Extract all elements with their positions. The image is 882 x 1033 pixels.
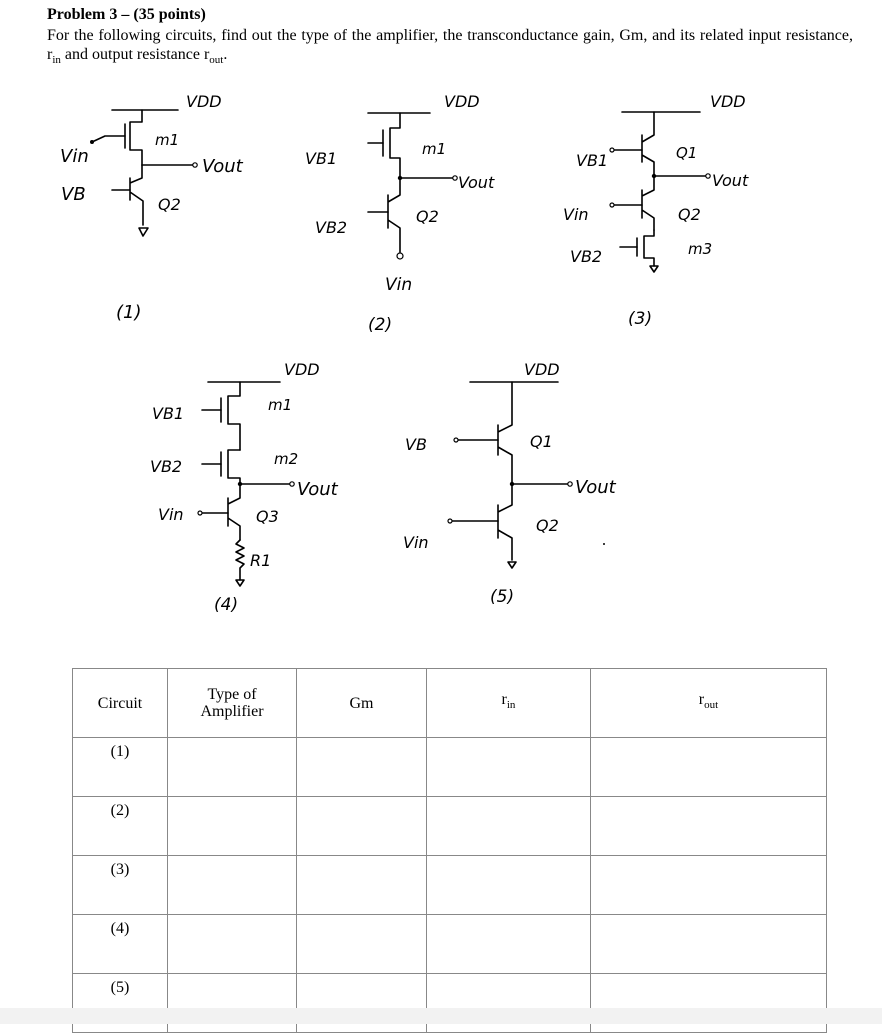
circuit-1: [60, 92, 244, 323]
c4-number: (4): [214, 595, 239, 615]
c3-m-label: m3: [688, 240, 713, 258]
rin-cell[interactable]: [427, 856, 591, 915]
row-label: (5): [73, 974, 168, 1033]
problem-title: Problem 3 – (35 points): [47, 6, 206, 23]
c1-vin-label: Vin: [60, 146, 89, 167]
type-cell[interactable]: [168, 915, 297, 974]
c3-q1-label: Q1: [676, 144, 698, 162]
c4-m1-label: m1: [268, 396, 293, 414]
table-row: [73, 738, 827, 797]
c1-vdd-label: VDD: [186, 92, 222, 111]
c4-vb2-label: VB2: [150, 457, 183, 476]
header-rin: $r_{in}$: [427, 669, 591, 738]
c1-q-label: Q2: [158, 195, 181, 214]
circuit-2: [305, 92, 495, 335]
answer-table: [72, 668, 827, 1033]
c5-vdd-label: VDD: [524, 360, 560, 379]
c5-q1-label: Q1: [530, 432, 553, 451]
c3-number: (3): [628, 309, 653, 329]
gm-cell[interactable]: [297, 738, 427, 797]
header-gm: Gm: [297, 669, 427, 738]
type-cell[interactable]: [168, 856, 297, 915]
gm-cell[interactable]: [297, 856, 427, 915]
c4-r-label: R1: [250, 551, 272, 570]
c1-m-label: m1: [155, 131, 180, 149]
type-cell[interactable]: [168, 738, 297, 797]
circuit-4: [150, 360, 339, 615]
rin-cell[interactable]: [427, 915, 591, 974]
circuit-5: [403, 360, 617, 607]
row-label: (1): [73, 738, 168, 797]
gm-cell[interactable]: [297, 915, 427, 974]
c1-vb-label: VB: [61, 184, 86, 205]
problem-description: For the following circuits, find out the type of the amplifier, the transconductance gain, Gm, and its related input resistance, $r_{in}$ and output resistance $r_{out}$.: [47, 27, 853, 67]
c4-m2-label: m2: [274, 450, 299, 468]
rout-cell[interactable]: [591, 738, 827, 797]
table-row: [73, 797, 827, 856]
c2-vb2-label: VB2: [315, 218, 348, 237]
gm-cell[interactable]: [297, 797, 427, 856]
c2-number: (2): [368, 315, 393, 335]
c3-vdd-label: VDD: [710, 92, 746, 111]
table-row: [73, 915, 827, 974]
row-label: (2): [73, 797, 168, 856]
c5-q2-label: Q2: [536, 516, 559, 535]
c3-vb1-label: VB1: [576, 151, 609, 170]
c3-vin-label: Vin: [563, 205, 589, 224]
c1-vout-label: Vout: [202, 156, 243, 177]
c4-vb1-label: VB1: [152, 404, 185, 423]
row-label: (4): [73, 915, 168, 974]
c5-number: (5): [490, 587, 515, 607]
c4-vout-label: Vout: [297, 479, 338, 500]
c2-vb1-label: VB1: [305, 149, 338, 168]
rin-cell[interactable]: [427, 797, 591, 856]
c5-vb-label: VB: [405, 435, 427, 454]
c4-vin-label: Vin: [158, 505, 184, 524]
c3-vb2-label: VB2: [570, 247, 603, 266]
c2-vout-label: Vout: [458, 173, 495, 192]
c1-number: (1): [116, 302, 142, 323]
c3-q2-label: Q2: [678, 205, 701, 224]
type-cell[interactable]: [168, 797, 297, 856]
c2-vin-label: Vin: [385, 275, 413, 295]
header-circuit: Circuit: [73, 669, 168, 738]
c5-vin-label: Vin: [403, 533, 429, 552]
rout-cell[interactable]: [591, 797, 827, 856]
rin-cell[interactable]: [427, 738, 591, 797]
rout-cell[interactable]: [591, 856, 827, 915]
c2-m-label: m1: [422, 140, 447, 158]
c5-vout-label: Vout: [575, 477, 616, 498]
c4-vdd-label: VDD: [284, 360, 320, 379]
rout-cell[interactable]: [591, 915, 827, 974]
circuit-3: [563, 92, 749, 329]
page-bottom-bar: [0, 1008, 882, 1024]
row-label: (3): [73, 856, 168, 915]
c2-q-label: Q2: [416, 207, 439, 226]
c4-q-label: Q3: [256, 507, 279, 526]
header-type: Type of Amplifier: [168, 669, 297, 738]
header-rout: $r_{out}$: [591, 669, 827, 738]
c3-vout-label: Vout: [712, 171, 749, 190]
table-header-row: [73, 669, 827, 738]
table-row: [73, 856, 827, 915]
c2-vdd-label: VDD: [444, 92, 480, 111]
